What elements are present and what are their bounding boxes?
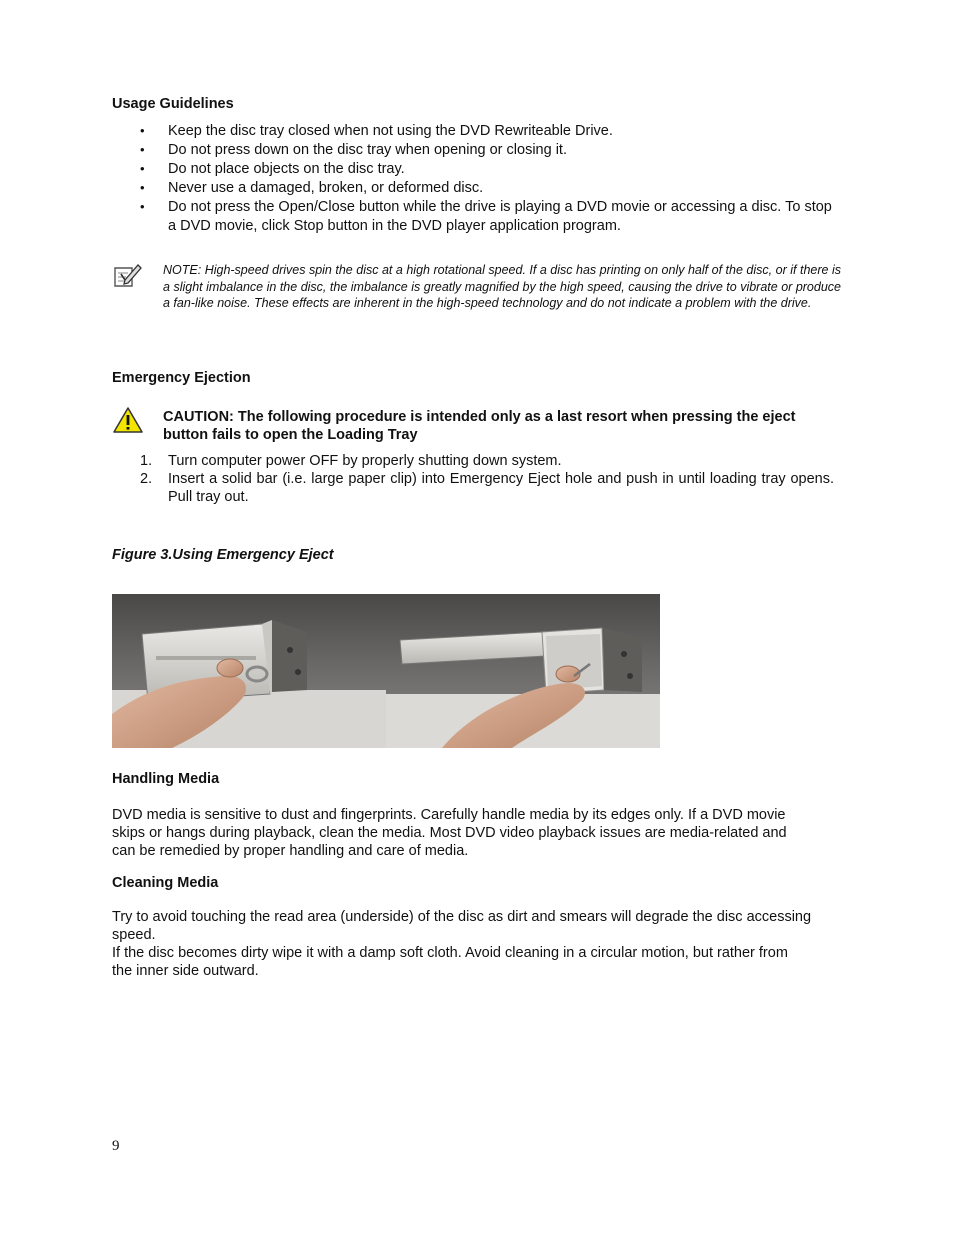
list-item: • Never use a damaged, broken, or deformed disc. xyxy=(112,179,842,198)
handling-media-heading: Handling Media xyxy=(112,771,220,787)
list-item: • Do not place objects on the disc tray. xyxy=(112,160,842,179)
list-item: • Do not press down on the disc tray when opening or closing it. xyxy=(112,141,842,160)
note-pencil-icon xyxy=(112,262,144,290)
list-item xyxy=(112,470,834,506)
cleaning-media-heading: Cleaning Media xyxy=(112,875,219,891)
step-number: 2. xyxy=(140,471,153,487)
page-number: 9 xyxy=(112,1138,120,1154)
cleaning-media-text-1: Try to avoid touching the read area (underside) of the disc as dirt and smears will degrade the disc accessing speed. xyxy=(112,909,812,943)
note-text: NOTE: High-speed drives spin the disc at a high rotational speed. If a disc has printing on only half of the disc, or if there is a slight imbalance in the disc, the imbalance is greatly magnified by the high speed, causing the drive to vibrate or produce a fan-like noise. These effects are inherent in the high-speed technology and do not indicate a problem with the drive. xyxy=(163,263,841,310)
ejection-steps-list xyxy=(112,452,834,506)
warning-triangle-icon xyxy=(112,406,144,434)
emergency-ejection-heading: Emergency Ejection xyxy=(112,370,251,386)
emergency-eject-photo xyxy=(112,594,660,748)
figure-caption: Figure 3.Using Emergency Eject xyxy=(112,547,334,563)
caution-text: CAUTION: The following procedure is intended only as a last resort when pressing the eject button fails to open the Loading Tray xyxy=(163,409,796,443)
usage-guidelines-heading: Usage Guidelines xyxy=(112,96,234,112)
step-text: Turn computer power OFF by properly shutting down system. xyxy=(168,453,562,469)
list-item: • Keep the disc tray closed when not using the DVD Rewriteable Drive. xyxy=(112,122,842,141)
list-item xyxy=(112,452,834,470)
list-item: • Do not press the Open/Close button while the drive is playing a DVD movie or accessing a disc. To stop a DVD movie, click Stop button in the DVD player application program. xyxy=(112,198,842,235)
handling-media-text: DVD media is sensitive to dust and fingerprints. Carefully handle media by its edges only. If a DVD movie skips or hangs during playback, clean the media. Most DVD video playback issues are media-related and can be remedied by proper handling and care of media. xyxy=(112,807,787,859)
usage-guidelines-list xyxy=(112,122,842,236)
step-text: Insert a solid bar (i.e. large paper clip) into Emergency Eject hole and push in until loading tray opens. Pull tray out. xyxy=(168,471,834,505)
cleaning-media-text-2: If the disc becomes dirty wipe it with a damp soft cloth. Avoid cleaning in a circular motion, but rather from the inner side outward. xyxy=(112,945,788,979)
step-number: 1. xyxy=(140,453,153,469)
